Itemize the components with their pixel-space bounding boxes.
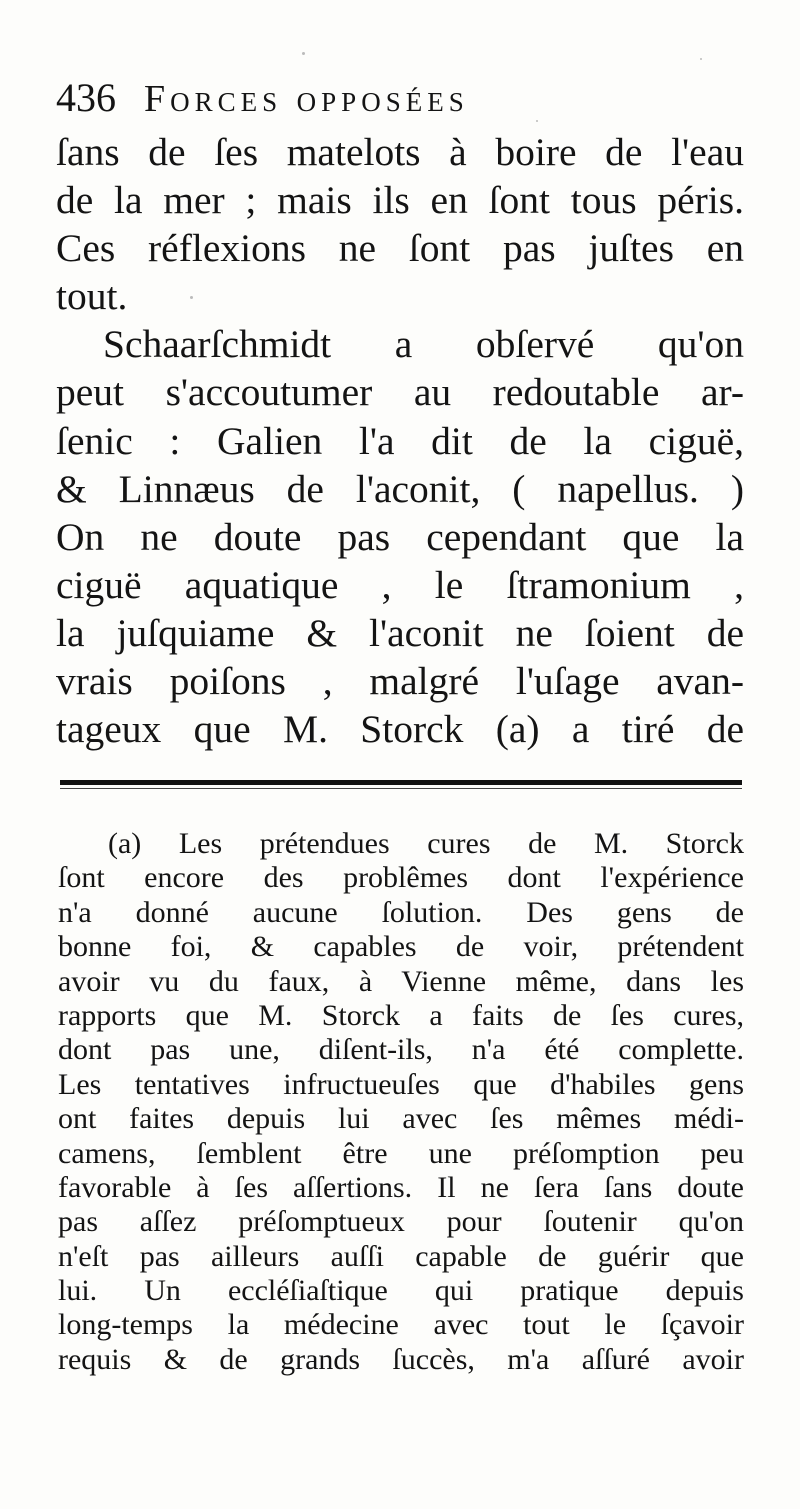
footnote-line: n'eſt pas ailleurs auſſi capable de guérir que xyxy=(58,1239,744,1273)
paper-speck xyxy=(190,296,193,299)
text-line: & Linnæus de l'aconit, ( napellus. ) xyxy=(56,466,744,511)
footnote-line: (a) Les prétendues cures de M. Storck xyxy=(108,827,744,860)
paper-speck xyxy=(700,58,702,60)
page-header xyxy=(56,74,746,130)
running-head: Forces opposées xyxy=(144,78,469,120)
footnote-line: camens, ſemblent être une préſomption peu xyxy=(58,1136,744,1170)
text-line: On ne doute pas cependant que la xyxy=(56,514,744,559)
footnote-line: bonne foi, & capables de voir, prétendent xyxy=(58,930,744,964)
footnote-line: rapports que M. Storck a faits de ſes cures, xyxy=(58,998,744,1032)
footnote-rule-thin xyxy=(60,788,742,789)
footnote-line: long-temps la médecine avec tout le ſçavoir xyxy=(58,1308,744,1342)
footnote-line: requis & de grands ſuccès, m'a aſſuré avoir xyxy=(58,1342,744,1376)
footnote-line: Les tentatives infructueuſes que d'habiles gens xyxy=(58,1067,744,1101)
text-line: tout. xyxy=(56,274,128,319)
paper-speck xyxy=(536,120,538,122)
paper-speck xyxy=(302,52,305,55)
text-line: peut s'accoutumer au redoutable ar- xyxy=(56,370,744,415)
footnote-line: dont pas une, diſent-ils, n'a été complette. xyxy=(58,1033,744,1067)
footnote-line: ſont encore des problêmes dont l'expérience xyxy=(58,861,744,895)
text-line: ſans de ſes matelots à boire de l'eau xyxy=(56,130,744,174)
text-line: ciguë aquatique , le ſtramonium , xyxy=(56,562,744,607)
text-line: Schaarſchmidt a obſervé qu'on xyxy=(103,322,744,367)
text-line: vrais poiſons , malgré l'uſage avan- xyxy=(56,659,744,704)
text-line: ſenic : Galien l'a dit de la ciguë, xyxy=(56,418,744,463)
footnote-rule xyxy=(60,780,742,785)
main-text xyxy=(56,128,744,753)
page-number: 436 xyxy=(56,75,116,120)
footnote-line: pas aſſez préſomptueux pour ſoutenir qu'on xyxy=(58,1205,744,1239)
text-line: de la mer ; mais ils en ſont tous péris. xyxy=(56,178,744,223)
footnote-line: ont faites depuis lui avec ſes mêmes médi- xyxy=(58,1102,744,1136)
footnote-line: favorable à ſes aſſertions. Il ne ſera ſans doute xyxy=(58,1170,744,1204)
text-line: Ces réflexions ne ſont pas juſtes en xyxy=(56,226,744,271)
footnote-line: avoir vu du faux, à Vienne même, dans les xyxy=(58,964,744,998)
footnote-line: n'a donné aucune ſolution. Des gens de xyxy=(58,895,744,929)
footnote-line: lui. Un eccléſiaſtique qui pratique depuis xyxy=(58,1274,744,1308)
footnote xyxy=(58,827,744,1377)
text-line: la juſquiame & l'aconit ne ſoient de xyxy=(56,610,744,655)
text-line: tageux que M. Storck (a) a tiré de xyxy=(56,707,744,752)
